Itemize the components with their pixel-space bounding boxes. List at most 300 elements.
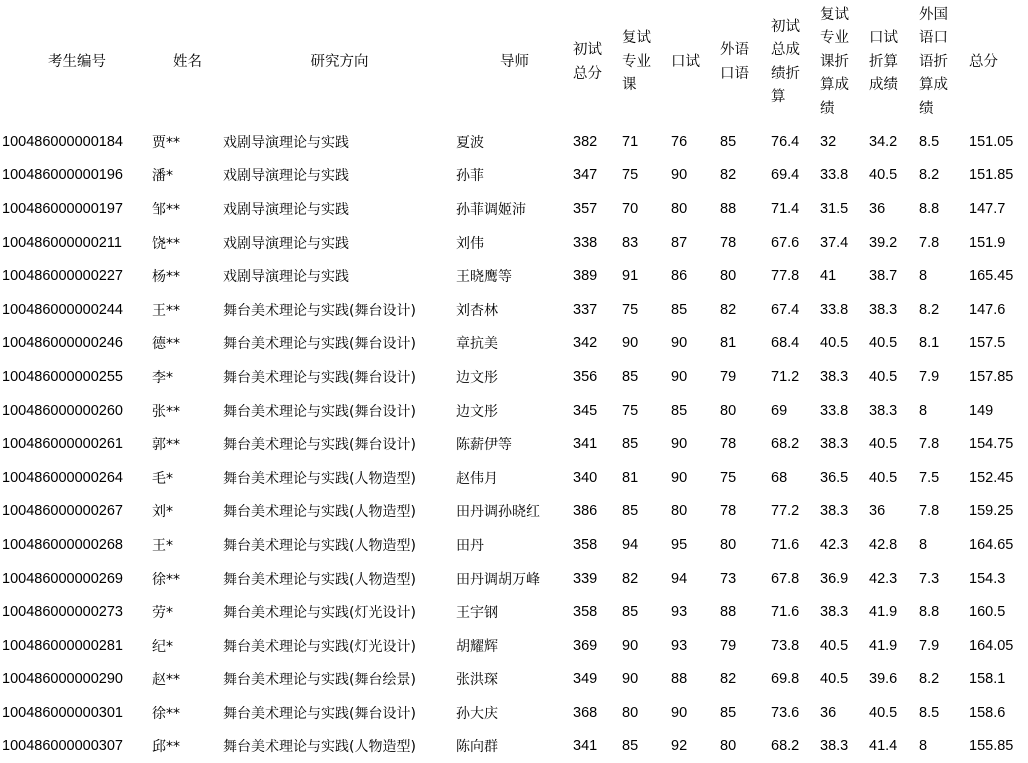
cell-foreign-oral-converted: 7.9: [919, 637, 940, 654]
cell-retest-major: 85: [622, 604, 639, 621]
cell-foreign-oral: 80: [720, 268, 737, 285]
cell-retest-major: 82: [622, 570, 639, 587]
cell-research-direction: 舞台美术理论与实践(舞台设计): [223, 302, 416, 319]
cell-total: 151.05: [969, 133, 1014, 150]
cell-oral-converted: 41.9: [869, 604, 898, 621]
cell-retest-major: 75: [622, 402, 639, 419]
cell-oral: 85: [671, 301, 688, 318]
header-text-line: 算成: [820, 77, 849, 94]
cell-name: 李*: [152, 369, 173, 386]
cell-retest-major: 75: [622, 167, 639, 184]
cell-total: 154.3: [969, 570, 1006, 587]
header-text-line: 研究方向: [310, 53, 369, 70]
cell-oral-converted: 40.5: [869, 167, 898, 184]
header-initial-total: [573, 0, 622, 125]
cell-advisor: 夏波: [456, 134, 484, 151]
cell-name: 饶**: [152, 235, 180, 252]
cell-exam-id: 100486000000261: [2, 436, 123, 453]
cell-advisor: 边文彤: [456, 369, 498, 386]
cell-advisor: 刘杏林: [456, 302, 498, 319]
cell-initial-total: 382: [573, 133, 598, 150]
cell-initial-converted: 73.6: [771, 704, 800, 721]
table-row: [2, 293, 1026, 327]
table-row: [2, 125, 1026, 159]
cell-advisor: 胡耀辉: [456, 638, 498, 655]
cell-foreign-oral: 85: [720, 704, 737, 721]
header-text-line: 姓名: [173, 53, 202, 70]
cell-retest-major: 71: [622, 133, 639, 150]
cell-foreign-oral-converted: 7.3: [919, 570, 940, 587]
cell-total: 158.6: [969, 704, 1006, 721]
cell-advisor: 陈向群: [456, 739, 498, 756]
cell-oral-converted: 40.5: [869, 436, 898, 453]
cell-initial-total: 339: [573, 570, 598, 587]
cell-initial-total: 347: [573, 167, 598, 184]
cell-foreign-oral: 80: [720, 402, 737, 419]
cell-retest-major: 80: [622, 704, 639, 721]
cell-research-direction: 戏剧导演理论与实践: [223, 235, 349, 252]
cell-research-direction: 舞台美术理论与实践(舞台设计): [223, 437, 416, 454]
table-row: [2, 259, 1026, 293]
cell-oral-converted: 39.6: [869, 671, 898, 688]
cell-total: 164.05: [969, 637, 1014, 654]
cell-foreign-oral: 75: [720, 469, 737, 486]
cell-foreign-oral: 85: [720, 133, 737, 150]
table-row: [2, 394, 1026, 428]
cell-oral: 90: [671, 469, 688, 486]
cell-advisor: 章抗美: [456, 336, 498, 353]
cell-oral-converted: 36: [869, 200, 886, 217]
header-text-line: 专业: [820, 30, 849, 47]
cell-foreign-oral: 82: [720, 301, 737, 318]
cell-foreign-oral-converted: 7.8: [919, 436, 940, 453]
cell-oral: 92: [671, 738, 688, 755]
cell-oral-converted: 38.3: [869, 402, 898, 419]
cell-oral: 93: [671, 637, 688, 654]
cell-name: 刘*: [152, 504, 173, 521]
cell-total: 147.6: [969, 301, 1006, 318]
header-oral: [671, 0, 720, 125]
cell-retest-major: 83: [622, 234, 639, 251]
header-text-line: 绩折: [771, 65, 800, 82]
cell-exam-id: 100486000000268: [2, 536, 123, 553]
cell-retest-major-converted: 36.9: [820, 570, 849, 587]
cell-exam-id: 100486000000301: [2, 704, 123, 721]
header-text-line: 语口: [919, 30, 948, 47]
header-text-line: 语折: [919, 53, 948, 70]
cell-foreign-oral-converted: 8.8: [919, 200, 940, 217]
cell-name: 杨**: [152, 269, 180, 286]
header-text-line: 复试: [622, 30, 651, 47]
cell-initial-total: 358: [573, 604, 598, 621]
cell-oral-converted: 41.4: [869, 738, 898, 755]
cell-initial-converted: 69: [771, 402, 788, 419]
cell-foreign-oral-converted: 8.5: [919, 133, 940, 150]
header-text-line: 折算: [869, 53, 898, 70]
header-retest-major: [622, 0, 671, 125]
cell-oral: 88: [671, 671, 688, 688]
cell-foreign-oral-converted: 8: [919, 268, 928, 285]
cell-initial-converted: 71.6: [771, 536, 800, 553]
header-text-line: 考生编号: [48, 53, 106, 70]
cell-exam-id: 100486000000281: [2, 637, 123, 654]
cell-name: 潘*: [152, 168, 173, 185]
table-row: [2, 360, 1026, 394]
cell-initial-total: 369: [573, 637, 598, 654]
cell-foreign-oral: 82: [720, 167, 737, 184]
cell-advisor: 陈薪伊等: [456, 437, 512, 454]
cell-exam-id: 100486000000260: [2, 402, 123, 419]
cell-foreign-oral: 82: [720, 671, 737, 688]
cell-initial-converted: 77.2: [771, 503, 800, 520]
cell-retest-major: 90: [622, 671, 639, 688]
cell-name: 邱**: [152, 739, 180, 756]
cell-advisor: 田丹调胡万峰: [456, 571, 540, 588]
header-text-line: 初试: [771, 18, 800, 35]
cell-total: 151.85: [969, 167, 1014, 184]
header-research-direction: [223, 0, 456, 125]
table-header-row: [2, 0, 1026, 125]
cell-foreign-oral-converted: 8.2: [919, 167, 940, 184]
cell-oral-converted: 39.2: [869, 234, 898, 251]
cell-advisor: 田丹调孙晓红: [456, 504, 540, 521]
cell-foreign-oral: 88: [720, 604, 737, 621]
cell-initial-converted: 71.2: [771, 368, 800, 385]
header-text-line: 成绩: [869, 77, 898, 94]
cell-name: 王**: [152, 302, 180, 319]
header-text-line: 口试: [869, 30, 898, 47]
cell-initial-total: 338: [573, 234, 598, 251]
cell-retest-major: 70: [622, 200, 639, 217]
header-exam-id: [2, 0, 152, 125]
cell-initial-total: 386: [573, 503, 598, 520]
cell-research-direction: 舞台美术理论与实践(人物造型): [223, 739, 416, 756]
cell-name: 邹**: [152, 201, 180, 218]
header-text-line: 课: [622, 77, 637, 94]
cell-name: 王*: [152, 537, 173, 554]
cell-initial-total: 337: [573, 301, 598, 318]
cell-advisor: 王晓鹰等: [456, 269, 512, 286]
cell-foreign-oral-converted: 8.5: [919, 704, 940, 721]
cell-initial-converted: 71.6: [771, 604, 800, 621]
cell-advisor: 孙菲: [456, 168, 484, 185]
cell-foreign-oral: 73: [720, 570, 737, 587]
cell-oral-converted: 38.3: [869, 301, 898, 318]
cell-retest-major-converted: 38.3: [820, 604, 849, 621]
table-row: [2, 663, 1026, 697]
cell-initial-total: 341: [573, 738, 598, 755]
header-text-line: 总分: [573, 65, 602, 82]
header-text-line: 绩: [820, 100, 835, 117]
cell-oral-converted: 40.5: [869, 368, 898, 385]
cell-foreign-oral-converted: 7.8: [919, 234, 940, 251]
cell-oral: 90: [671, 167, 688, 184]
cell-initial-total: 345: [573, 402, 598, 419]
cell-oral: 93: [671, 604, 688, 621]
table-row: [2, 495, 1026, 529]
cell-name: 郭**: [152, 437, 180, 454]
cell-research-direction: 舞台美术理论与实践(人物造型): [223, 537, 416, 554]
cell-research-direction: 戏剧导演理论与实践: [223, 269, 349, 286]
cell-foreign-oral-converted: 7.8: [919, 503, 940, 520]
table-row: [2, 528, 1026, 562]
cell-initial-total: 368: [573, 704, 598, 721]
cell-initial-total: 349: [573, 671, 598, 688]
cell-foreign-oral: 79: [720, 368, 737, 385]
cell-total: 155.85: [969, 738, 1014, 755]
cell-oral-converted: 34.2: [869, 133, 898, 150]
header-total: [969, 0, 1026, 125]
cell-exam-id: 100486000000264: [2, 469, 123, 486]
cell-retest-major-converted: 38.3: [820, 436, 849, 453]
cell-initial-converted: 69.8: [771, 671, 800, 688]
cell-oral: 85: [671, 402, 688, 419]
cell-oral-converted: 41.9: [869, 637, 898, 654]
header-oral-converted: [869, 0, 919, 125]
table-row: [2, 159, 1026, 193]
table-row: [2, 461, 1026, 495]
cell-initial-converted: 69.4: [771, 167, 800, 184]
cell-retest-major-converted: 40.5: [820, 637, 849, 654]
header-text-line: 总分: [969, 53, 998, 70]
cell-retest-major: 85: [622, 503, 639, 520]
cell-name: 张**: [152, 403, 180, 420]
cell-initial-total: 356: [573, 368, 598, 385]
table-row: [2, 226, 1026, 260]
cell-name: 劳*: [152, 605, 173, 622]
cell-exam-id: 100486000000246: [2, 335, 123, 352]
cell-foreign-oral-converted: 8: [919, 402, 928, 419]
header-text-line: 导师: [500, 53, 529, 70]
cell-name: 赵**: [152, 672, 180, 689]
cell-research-direction: 舞台美术理论与实践(灯光设计): [223, 638, 416, 655]
cell-oral: 90: [671, 368, 688, 385]
cell-oral: 76: [671, 133, 688, 150]
header-text-line: 口试: [671, 53, 700, 70]
cell-research-direction: 舞台美术理论与实践(人物造型): [223, 571, 416, 588]
cell-initial-converted: 77.8: [771, 268, 800, 285]
cell-total: 149: [969, 402, 994, 419]
cell-retest-major: 85: [622, 368, 639, 385]
cell-oral-converted: 38.7: [869, 268, 898, 285]
cell-retest-major-converted: 38.3: [820, 368, 849, 385]
cell-name: 贾**: [152, 134, 180, 151]
cell-exam-id: 100486000000244: [2, 301, 123, 318]
cell-advisor: 刘伟: [456, 235, 484, 252]
table-row: [2, 192, 1026, 226]
cell-oral: 94: [671, 570, 688, 587]
cell-foreign-oral-converted: 8: [919, 536, 928, 553]
header-text-line: 初试: [573, 42, 602, 58]
header-text-line: 绩: [919, 100, 934, 117]
cell-foreign-oral-converted: 8.1: [919, 335, 940, 352]
header-foreign-oral: [720, 0, 771, 125]
cell-advisor: 王宇钢: [456, 605, 498, 622]
cell-initial-converted: 73.8: [771, 637, 800, 654]
table-row: [2, 562, 1026, 596]
cell-foreign-oral-converted: 8: [919, 738, 928, 755]
cell-advisor: 田丹: [456, 537, 484, 554]
table-row: [2, 327, 1026, 361]
cell-foreign-oral: 78: [720, 503, 737, 520]
header-text-line: 算成: [919, 77, 948, 94]
cell-retest-major: 90: [622, 335, 639, 352]
cell-total: 154.75: [969, 436, 1014, 453]
cell-oral-converted: 40.5: [869, 335, 898, 352]
cell-total: 151.9: [969, 234, 1006, 251]
cell-research-direction: 舞台美术理论与实践(舞台设计): [223, 369, 416, 386]
cell-initial-total: 340: [573, 469, 598, 486]
cell-name: 徐**: [152, 705, 180, 722]
cell-exam-id: 100486000000267: [2, 503, 123, 520]
cell-advisor: 孙菲调姬沛: [456, 201, 526, 218]
header-initial-converted: [771, 0, 820, 125]
cell-initial-converted: 71.4: [771, 200, 800, 217]
cell-exam-id: 100486000000269: [2, 570, 123, 587]
cell-exam-id: 100486000000184: [2, 133, 123, 150]
cell-oral-converted: 42.8: [869, 536, 898, 553]
cell-initial-converted: 67.4: [771, 301, 800, 318]
cell-initial-total: 358: [573, 536, 598, 553]
cell-research-direction: 舞台美术理论与实践(人物造型): [223, 504, 416, 521]
cell-foreign-oral: 80: [720, 738, 737, 755]
cell-retest-major-converted: 40.5: [820, 671, 849, 688]
cell-initial-converted: 68.4: [771, 335, 800, 352]
cell-exam-id: 100486000000273: [2, 604, 123, 621]
cell-foreign-oral: 79: [720, 637, 737, 654]
cell-oral: 86: [671, 268, 688, 285]
cell-exam-id: 100486000000196: [2, 167, 123, 184]
cell-research-direction: 戏剧导演理论与实践: [223, 201, 349, 218]
cell-retest-major-converted: 33.8: [820, 167, 849, 184]
cell-name: 德**: [152, 336, 180, 353]
table-row: [2, 427, 1026, 461]
cell-exam-id: 100486000000197: [2, 200, 123, 217]
cell-research-direction: 舞台美术理论与实践(舞台设计): [223, 705, 416, 722]
cell-total: 159.25: [969, 503, 1014, 520]
cell-retest-major-converted: 33.8: [820, 402, 849, 419]
cell-retest-major-converted: 36: [820, 704, 837, 721]
cell-retest-major-converted: 38.3: [820, 503, 849, 520]
cell-total: 160.5: [969, 604, 1006, 621]
cell-exam-id: 100486000000211: [2, 234, 122, 251]
cell-name: 徐**: [152, 571, 180, 588]
cell-total: 147.7: [969, 200, 1006, 217]
header-text-line: 口语: [720, 65, 749, 82]
cell-advisor: 赵伟月: [456, 470, 498, 487]
score-table: [2, 0, 1026, 763]
cell-total: 158.1: [969, 671, 1006, 688]
cell-research-direction: 戏剧导演理论与实践: [223, 134, 349, 151]
cell-research-direction: 舞台美术理论与实践(舞台设计): [223, 403, 416, 420]
cell-advisor: 张洪琛: [456, 672, 498, 689]
cell-advisor: 孙大庆: [456, 705, 498, 722]
cell-exam-id: 100486000000227: [2, 268, 123, 285]
cell-retest-major: 81: [622, 469, 639, 486]
cell-retest-major: 90: [622, 637, 639, 654]
cell-oral: 80: [671, 503, 688, 520]
cell-exam-id: 100486000000255: [2, 368, 123, 385]
cell-retest-major-converted: 40.5: [820, 335, 849, 352]
header-text-line: 算: [771, 89, 786, 105]
cell-foreign-oral: 78: [720, 436, 737, 453]
header-text-line: 外国: [919, 6, 948, 23]
cell-oral: 90: [671, 436, 688, 453]
table-row: [2, 696, 1026, 730]
cell-total: 164.65: [969, 536, 1014, 553]
cell-retest-major-converted: 38.3: [820, 738, 849, 755]
cell-oral-converted: 40.5: [869, 704, 898, 721]
header-text-line: 课折: [820, 53, 849, 70]
header-advisor: [456, 0, 573, 125]
cell-initial-total: 389: [573, 268, 598, 285]
cell-retest-major-converted: 37.4: [820, 234, 849, 251]
cell-retest-major-converted: 32: [820, 133, 837, 150]
header-text-line: 总成: [771, 42, 800, 58]
header-foreign-oral-converted: [919, 0, 969, 125]
table-body: [2, 125, 1026, 763]
cell-foreign-oral: 78: [720, 234, 737, 251]
cell-total: 157.85: [969, 368, 1014, 385]
cell-foreign-oral-converted: 8.2: [919, 301, 940, 318]
cell-retest-major: 85: [622, 738, 639, 755]
cell-oral: 90: [671, 335, 688, 352]
cell-initial-converted: 68.2: [771, 738, 800, 755]
cell-foreign-oral-converted: 8.2: [919, 671, 940, 688]
cell-retest-major-converted: 36.5: [820, 469, 849, 486]
cell-name: 毛*: [152, 470, 173, 487]
table-row: [2, 595, 1026, 629]
cell-foreign-oral: 81: [720, 335, 737, 352]
cell-oral-converted: 40.5: [869, 469, 898, 486]
cell-retest-major: 75: [622, 301, 639, 318]
cell-research-direction: 舞台美术理论与实践(舞台绘景): [223, 672, 416, 689]
cell-research-direction: 舞台美术理论与实践(舞台设计): [223, 336, 416, 353]
cell-retest-major-converted: 31.5: [820, 200, 849, 217]
cell-foreign-oral: 80: [720, 536, 737, 553]
cell-oral: 87: [671, 234, 688, 251]
cell-initial-total: 341: [573, 436, 598, 453]
cell-foreign-oral-converted: 7.9: [919, 368, 940, 385]
table-row: [2, 730, 1026, 763]
cell-exam-id: 100486000000307: [2, 738, 123, 755]
cell-total: 157.5: [969, 335, 1006, 352]
cell-foreign-oral-converted: 8.8: [919, 604, 940, 621]
cell-research-direction: 舞台美术理论与实践(灯光设计): [223, 605, 416, 622]
cell-oral-converted: 36: [869, 503, 886, 520]
cell-retest-major-converted: 33.8: [820, 301, 849, 318]
header-text-line: 复试: [820, 6, 849, 23]
cell-name: 纪*: [152, 638, 173, 655]
cell-research-direction: 舞台美术理论与实践(人物造型): [223, 470, 416, 487]
cell-total: 152.45: [969, 469, 1014, 486]
cell-initial-converted: 68: [771, 469, 788, 486]
cell-initial-converted: 67.6: [771, 234, 800, 251]
cell-initial-total: 357: [573, 200, 598, 217]
cell-oral: 90: [671, 704, 688, 721]
header-text-line: 专业: [622, 53, 651, 70]
cell-exam-id: 100486000000290: [2, 671, 123, 688]
cell-oral: 80: [671, 200, 688, 217]
cell-foreign-oral-converted: 7.5: [919, 469, 940, 486]
table-row: [2, 629, 1026, 663]
cell-retest-major-converted: 42.3: [820, 536, 849, 553]
cell-initial-converted: 76.4: [771, 133, 800, 150]
header-name: [152, 0, 223, 125]
cell-oral-converted: 42.3: [869, 570, 898, 587]
cell-foreign-oral: 88: [720, 200, 737, 217]
cell-retest-major: 85: [622, 436, 639, 453]
